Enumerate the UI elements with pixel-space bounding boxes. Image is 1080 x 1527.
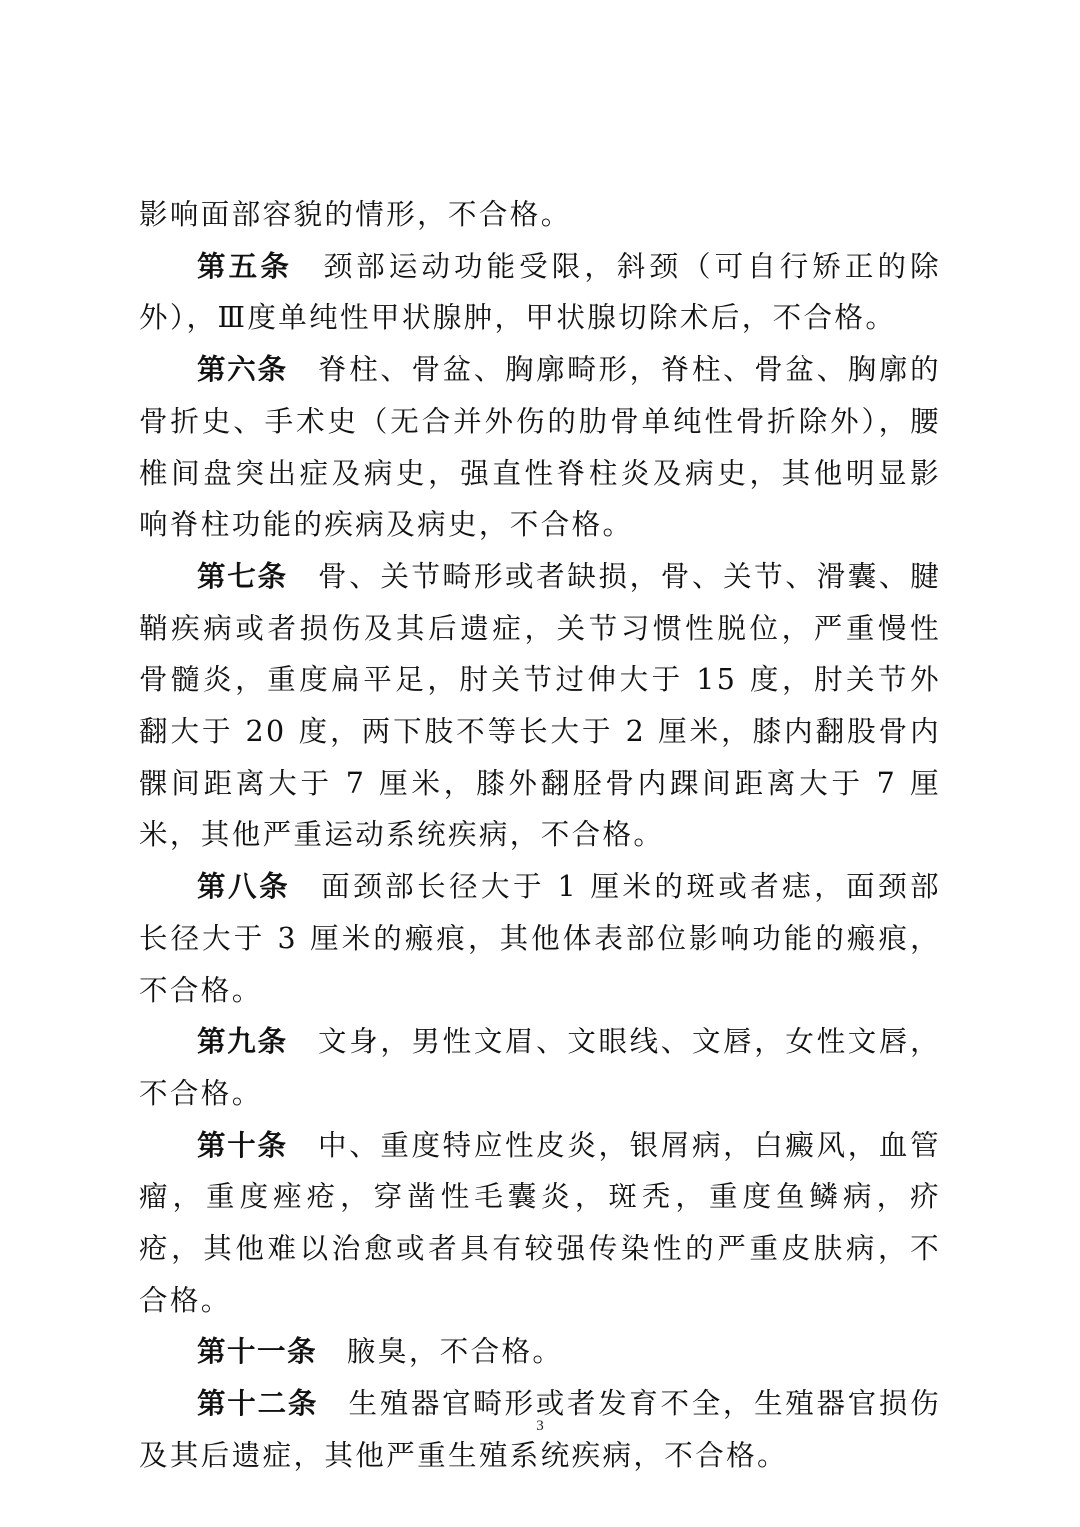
article-text: 颈部运动功能受限，斜颈（可自行矫正的除外），Ⅲ度单纯性甲状腺肿，甲状腺切除术后，不合格。 xyxy=(139,249,941,335)
article-text: 面颈部长径大于 1 厘米的斑或者痣，面颈部长径大于 3 厘米的瘢痕，其他体表部位影响功能的瘢痕，不合格。 xyxy=(139,870,941,1007)
article-10 xyxy=(139,1120,941,1327)
article-8 xyxy=(139,861,941,1016)
article-heading: 第九条 xyxy=(197,1025,288,1059)
document-body xyxy=(139,189,941,1482)
article-text: 骨、关节畸形或者缺损，骨、关节、滑囊、腱鞘疾病或者损伤及其后遗症，关节习惯性脱位，严重慢性骨髓炎，重度扁平足，肘关节过伸大于 15 度，肘关节外翻大于 20 度，两下肢不等长大于 2 厘米，膝内翻股骨内髁间距离大于 7 厘米，膝外翻胫骨内踝间距离大于 7 厘米，其他严重运动系统疾病，不合格。 xyxy=(139,559,941,852)
article-7 xyxy=(139,551,941,861)
article-text: 文身，男性文眉、文眼线、文唇，女性文唇，不合格。 xyxy=(139,1025,941,1110)
article-5 xyxy=(139,241,941,344)
article-6 xyxy=(139,344,941,551)
article-text: 中、重度特应性皮炎，银屑病，白癜风，血管瘤，重度痤疮，穿凿性毛囊炎，斑秃，重度鱼鳞病，疥疮，其他难以治愈或者具有较强传染性的严重皮肤病，不合格。 xyxy=(139,1128,941,1317)
article-text: 脊柱、骨盆、胸廓畸形，脊柱、骨盆、胸廓的骨折史、手术史（无合并外伤的肋骨单纯性骨折除外），腰椎间盘突出症及病史，强直性脊柱炎及病史，其他明显影响脊柱功能的疾病及病史，不合格。 xyxy=(139,353,941,542)
article-text: 生殖器官畸形或者发育不全，生殖器官损伤及其后遗症，其他严重生殖系统疾病，不合格。 xyxy=(139,1387,941,1472)
page-number: 3 xyxy=(536,1418,544,1434)
continuation-paragraph: 影响面部容貌的情形，不合格。 xyxy=(139,198,572,231)
article-heading: 第七条 xyxy=(197,559,288,593)
article-heading: 第八条 xyxy=(197,870,291,904)
article-heading: 第十一条 xyxy=(197,1335,318,1369)
article-heading: 第六条 xyxy=(197,353,288,387)
article-heading: 第十二条 xyxy=(197,1387,319,1421)
article-9 xyxy=(139,1016,941,1119)
article-text: 腋臭，不合格。 xyxy=(347,1335,564,1369)
article-11 xyxy=(139,1326,941,1378)
article-heading: 第十条 xyxy=(197,1128,288,1162)
article-heading: 第五条 xyxy=(197,249,293,283)
